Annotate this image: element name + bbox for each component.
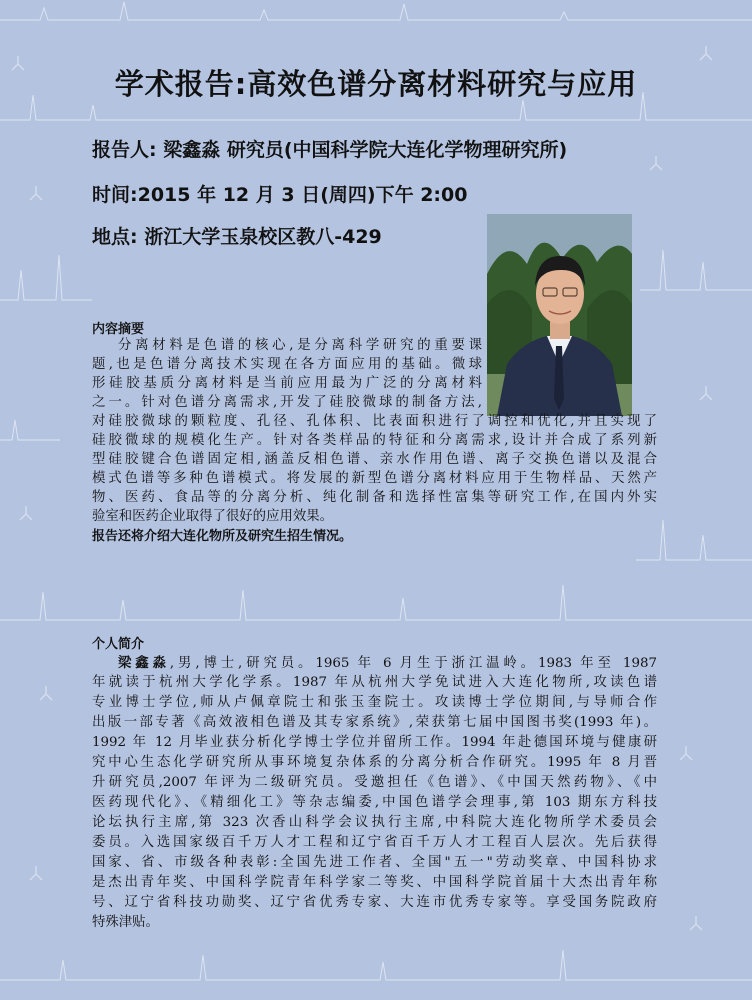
page-title: 学术报告:高效色谱分离材料研究与应用 <box>114 67 638 101</box>
bio-line: 年就读于杭州大学化学系。1987 年从杭州大学免试进入大连化物所,攻读色谱 <box>92 675 657 690</box>
speaker-line: 报告人: 梁鑫淼 研究员(中国科学院大连化学物理研究所) <box>92 139 568 161</box>
abstract-line: 物、医药、食品等的分离分析、纯化制备和选择性富集等研究工作,在国内外实 <box>92 490 657 505</box>
bio-line: 号、辽宁省科技功勋奖、辽宁省优秀专家、大连市优秀专家等。享受国务院政府 <box>92 895 657 910</box>
bio-line: 论坛执行主席,第 323 次香山科学会议执行主席,中科院大连化物所学术委员会 <box>92 815 657 830</box>
bio-heading: 个人简介 <box>92 637 145 652</box>
abstract-line: 型硅胶键合色谱固定相,涵盖反相色谱、亲水作用色谱、离子交换色谱以及混合 <box>92 452 657 467</box>
abstract-note: 报告还将介绍大连化物所及研究生招生情况。 <box>92 529 353 544</box>
abstract-heading: 内容摘要 <box>92 322 145 337</box>
time-line: 时间:2015 年 12 月 3 日(周四)下午 2:00 <box>92 184 468 206</box>
bio-name: 梁鑫淼 <box>118 655 170 671</box>
place-line: 地点: 浙江大学玉泉校区教八-429 <box>92 226 382 248</box>
abstract-line: 题,也是色谱分离技术实现在各方面应用的基础。微球 <box>92 357 482 372</box>
bio-line: 委员。入选国家级百千万人才工程和辽宁省百千万人才工程百人层次。先后获得 <box>92 835 657 850</box>
abstract-line: 模式色谱等多种色谱模式。将发展的新型色谱分离材料应用于生物样品、天然产 <box>92 471 657 486</box>
bio-line: 出版一部专著《高效液相色谱及其专家系统》,荣获第七届中国图书奖(1993 年)。 <box>92 715 657 730</box>
abstract-line: 之一。针对色谱分离需求,开发了硅胶微球的制备方法, <box>92 395 482 410</box>
abstract-line: 对硅胶微球的颗粒度、孔径、孔体积、比表面积进行了调控和优化,并且实现了 <box>92 414 657 429</box>
bio-line <box>118 654 657 674</box>
bio-line: 究中心生态化学研究所从事环境复杂体系的分离分析合作研究。1995 年 8 月晋 <box>92 755 657 770</box>
bio-line: 医药现代化》、《精细化工》等杂志编委,中国色谱学会理事,第 103 期东方科技 <box>92 795 657 810</box>
bio-line: 特殊津贴。 <box>92 915 159 930</box>
abstract-line: 分离材料是色谱的核心,是分离科学研究的重要课 <box>118 338 482 353</box>
bio-line: 是杰出青年奖、中国科学院青年科学家二等奖、中国科学院首届十大杰出青年称 <box>92 875 657 890</box>
bio-line: 升研究员,2007 年评为二级研究员。受邀担任《色谱》、《中国天然药物》、《中 <box>92 775 657 790</box>
bio-line: 国家、省、市级各种表彰:全国先进工作者、全国"五一"劳动奖章、中国科协求 <box>92 855 657 870</box>
abstract-line: 验室和医药企业取得了很好的应用效果。 <box>92 509 334 524</box>
abstract-line: 形硅胶基质分离材料是当前应用最为广泛的分离材料 <box>92 376 482 391</box>
bio-line: 专业博士学位,师从卢佩章院士和张玉奎院士。攻读博士学位期间,与导师合作 <box>92 695 657 710</box>
abstract-line: 硅胶微球的规模化生产。针对各类样品的特征和分离需求,设计并合成了系列新 <box>92 433 657 448</box>
bio-first-line-text: ,男,博士,研究员。1965 年 6 月生于浙江温岭。1983 年至 1987 <box>169 656 658 671</box>
bio-line: 1992 年 12 月毕业获分析化学博士学位并留所工作。1994 年赴德国环境与健康研 <box>92 735 657 750</box>
speaker-photo <box>487 214 632 416</box>
